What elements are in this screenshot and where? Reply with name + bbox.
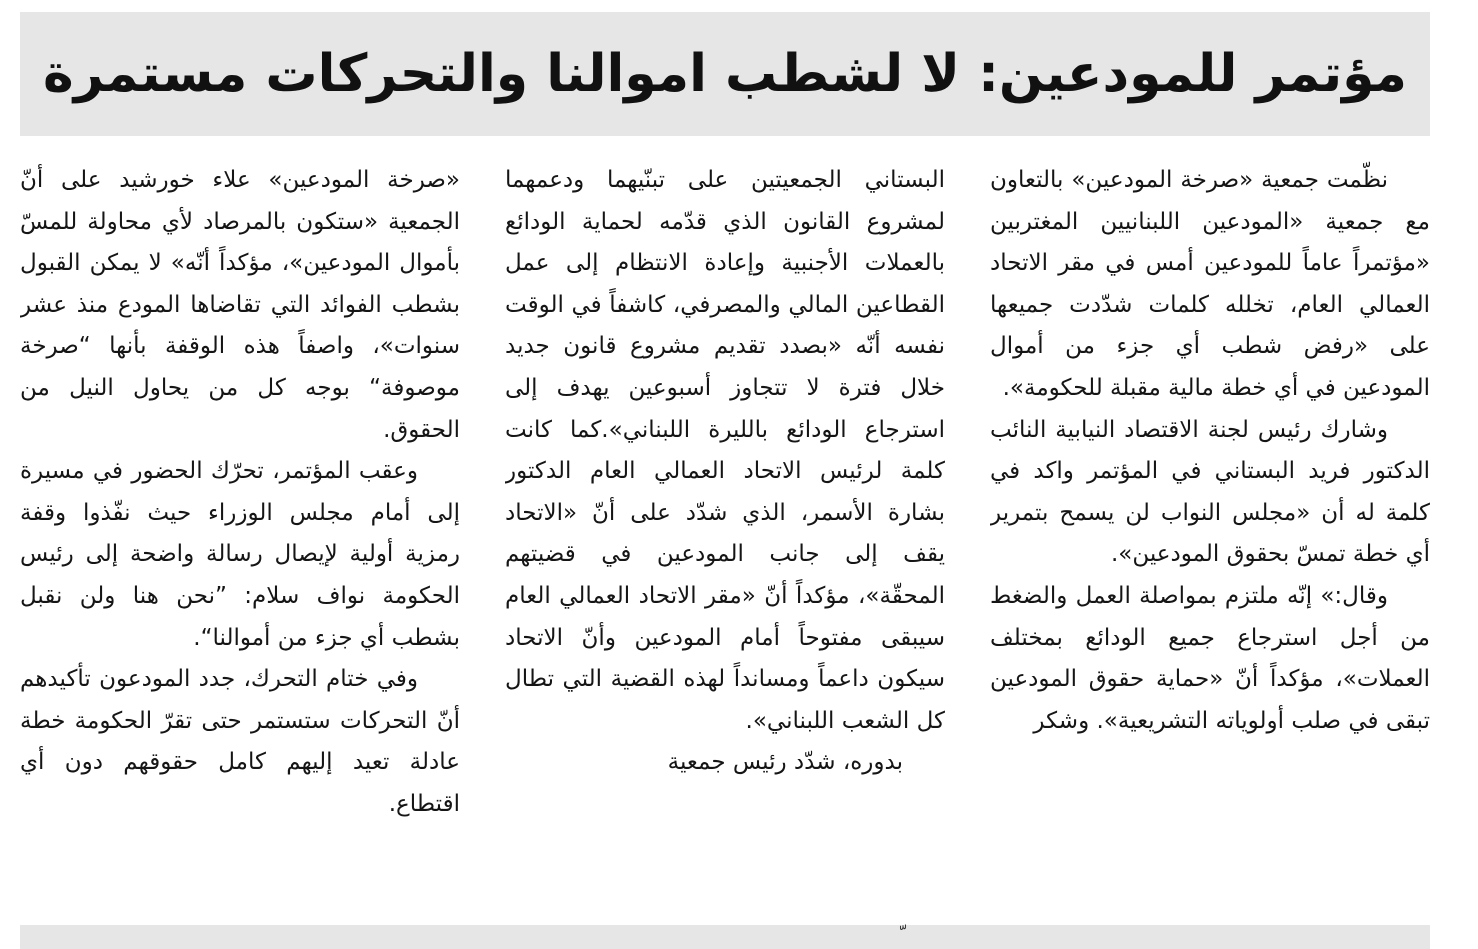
paragraph: نظّمت جمعية «صرخة المودعين» بالتعاون مع جمعية «المودعين اللبنانيين المغتربين «مؤتمراً عاماً للمودعين أمس في مقر الاتحاد العمالي العام، تخلله كلمات شدّدت جميعها على «رفض شطب أي جزء من أموال المودعين في أي خطة مالية مقبلة للحكومة». [990,167,1430,401]
paragraph: وفي ختام التحرك، جدد المودعون تأكيدهم أنّ التحركات ستستمر حتى تقرّ الحكومة خطة عادلة تعيد إليهم كامل حقوقهم دون أي اقتطاع. [20,666,460,817]
article-column-left [20,160,460,920]
headline-band [20,12,1430,136]
article-column-right [990,160,1430,920]
paragraph: وشارك رئيس لجنة الاقتصاد النيابية النائب الدكتور فريد البستاني في المؤتمر واكد في كلمة له أن «مجلس النواب لن يسمح بتمرير أي خطة تمسّ بحقوق المودعين». [990,416,1430,568]
paragraph: «صرخة المودعين» علاء خورشيد على أنّ الجمعية «ستكون بالمرصاد لأي محاولة للمسّ بأموال المودعين»، مؤكداً أنّه» لا يمكن القبول بشطب الفوائد التي تقاضاها المودع منذ عشر سنوات»، واصفاً هذه الوقفة بأنها “صرخة موصوفة“ بوجه كل من يحاول النيل من الحقوق. [20,167,460,443]
article-column-middle [505,160,945,920]
article-headline: مؤتمر للمودعين: لا لشطب اموالنا والتحركات مستمرة [43,44,1407,104]
paragraph: وقال:» إنّه ملتزم بمواصلة العمل والضغط من أجل استرجاع جميع الودائع بمختلف العملات»، مؤكداً أنّ «حماية حقوق المودعين تبقى في صلب أولوياته التشريعية». وشكر [990,582,1430,734]
paragraph: بدوره، شدّد رئيس جمعية [667,749,903,776]
article-body [20,160,1430,920]
next-article-strip [20,925,1430,949]
paragraph: وعقب المؤتمر، تحرّك الحضور في مسيرة إلى أمام مجلس الوزراء حيث نفّذوا وقفة رمزية أولية لإيصال رسالة واضحة إلى رئيس الحكومة نواف سلام: ”نحن هنا ولن نقبل بشطب أي جزء من أموالنا“. [20,458,460,651]
paragraph: البستاني الجمعيتين على تبنّيهما ودعمهما لمشروع القانون الذي قدّمه لحماية الودائع بالعملات الأجنبية وإعادة الانتظام إلى عمل القطاعين المالي والمصرفي، كاشفاً في الوقت نفسه أنّه «بصدد تقديم مشروع قانون جديد خلال فترة لا تتجاوز أسبوعين يهدف إلى استرجاع الودائع بالليرة اللبناني».كما كانت كلمة لرئيس الاتحاد العمالي العام الدكتور بشارة الأسمر، الذي شدّد على أنّ «الاتحاد يقف إلى جانب المودعين في قضيتهم المحقّة»، مؤكداً أنّ «مقر الاتحاد العمالي العام سيبقى مفتوحاً أمام المودعين وأنّ الاتحاد سيكون داعماً ومسانداً لهذه القضية التي تطال كل الشعب اللبناني». [505,167,945,734]
